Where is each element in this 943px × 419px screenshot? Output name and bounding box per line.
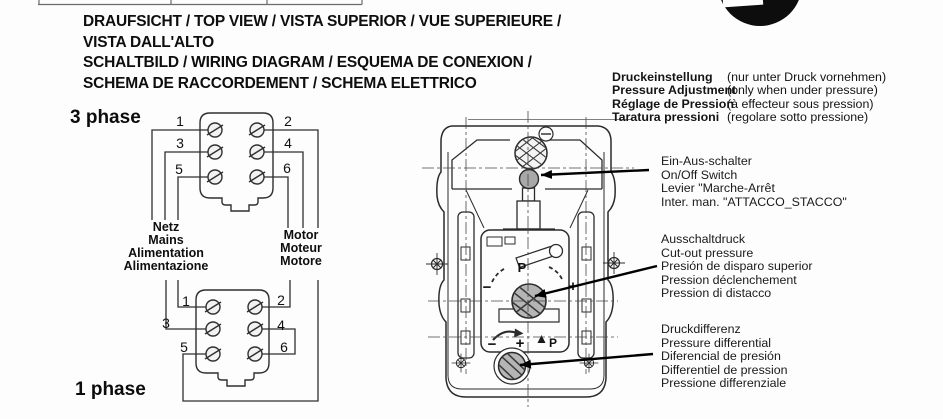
callout-on-off-switch	[661, 155, 847, 209]
mains-label-line: Mains	[148, 233, 184, 247]
callout-cut-out-pressure	[661, 233, 813, 301]
terminal-number: 1	[176, 113, 184, 129]
callout-line: Druckdifferenz	[661, 322, 741, 336]
pressure-p-mark: P	[517, 260, 527, 275]
lever-pivot	[550, 245, 563, 258]
terminal-number: 2	[277, 292, 285, 308]
mains-label-line: Netz	[152, 220, 180, 234]
terminal-number: 6	[280, 339, 288, 355]
pressure-adjustment-row	[612, 111, 886, 124]
callout-line: Ein-Aus-schalter	[661, 154, 752, 168]
pa-label: Pressure Adjustment	[612, 83, 737, 98]
page-title	[83, 12, 561, 94]
terminal-number: 3	[162, 315, 170, 331]
terminal-number: 3	[176, 135, 184, 151]
minus-mark: −	[482, 279, 492, 296]
plus-mark: +	[515, 335, 525, 352]
terminal-number: 5	[180, 339, 188, 355]
pa-note: (only when under pressure)	[727, 83, 878, 98]
callout-line: Pression di distacco	[661, 286, 772, 300]
mains-label-line: Alimentation	[128, 246, 204, 260]
pa-label: Réglage de Pression	[612, 96, 734, 111]
pa-note: (nur unter Druck vornehmen)	[727, 70, 887, 84]
on-off-switch-arrow	[541, 170, 649, 175]
pa-note: (regolare sotto pressione)	[727, 109, 869, 124]
terminal-number: 6	[283, 160, 291, 176]
pa-note: (à effecteur sous pression)	[727, 96, 874, 111]
motor-label-line: Motor	[283, 228, 319, 242]
pressure-adjustment-row	[612, 98, 886, 111]
title-line: DRAUFSICHT / TOP VIEW / VISTA SUPERIOR / VUE SUPERIEURE /	[83, 13, 562, 30]
pressure-adjustment-row	[612, 71, 886, 84]
one-phase-label: 1 phase	[75, 379, 146, 400]
top-table-border	[38, 0, 362, 5]
callout-line: Presión de disparo superior	[661, 259, 813, 273]
pa-label: Druckeinstellung	[612, 70, 713, 84]
callout-line: Levier "Marche-Arrêt	[661, 181, 775, 195]
callout-line: Pressure differential	[661, 335, 771, 350]
terminal-number: 4	[284, 135, 292, 151]
pa-label: Taratura pressioni	[612, 109, 720, 124]
terminal-number: 5	[175, 161, 183, 177]
mains-label-line: Alimentazione	[123, 259, 209, 273]
motor-label-line: Moteur	[280, 241, 322, 255]
motor-label-line: Motore	[280, 254, 322, 268]
minus-mark: −	[487, 336, 497, 353]
pressure-adjustment-note	[612, 71, 886, 124]
terminal-number: 4	[277, 317, 285, 333]
callout-line: Inter. man. "ATTACCO_STACCO"	[661, 194, 847, 209]
mains-label	[116, 221, 216, 273]
motor-label	[261, 229, 341, 268]
callout-line: Pressione differenziale	[661, 376, 787, 390]
callout-line: On/Off Switch	[661, 167, 738, 182]
vent-screw-icon	[539, 127, 553, 141]
terminal-number: 1	[182, 293, 190, 309]
pressure-switch-drawing	[422, 111, 634, 407]
callout-line: Cut-out pressure	[661, 245, 754, 260]
on-off-switch-knob	[520, 170, 539, 189]
title-line: SCHEMA DE RACCORDEMENT / SCHEMA ELETTRICO	[83, 74, 477, 92]
callout-line: Diferencial de presión	[661, 349, 781, 363]
black-circle-logo-icon	[718, 0, 802, 26]
callout-line: Differentiel de pression	[661, 362, 788, 377]
callout-line: Pression déclenchement	[661, 272, 797, 287]
three-phase-label: 3 phase	[70, 107, 141, 128]
callout-pressure-differential	[661, 323, 788, 391]
slotted-screw-icon	[205, 300, 263, 361]
pressure-adjustment-row	[612, 84, 886, 97]
delta-p-mark: P	[548, 336, 558, 350]
terminal-number: 2	[284, 113, 292, 129]
slotted-screw-icon	[207, 123, 265, 184]
title-line: SCHALTBILD / WIRING DIAGRAM / ESQUEMA DE CONEXION /	[83, 54, 532, 71]
callout-line: Ausschaltdruck	[661, 232, 746, 246]
pressure-differential-screw	[494, 348, 530, 384]
title-line: VISTA DALL'ALTO	[83, 33, 214, 51]
crosshead-screw-icon	[603, 252, 625, 274]
plus-mark: +	[568, 278, 578, 295]
